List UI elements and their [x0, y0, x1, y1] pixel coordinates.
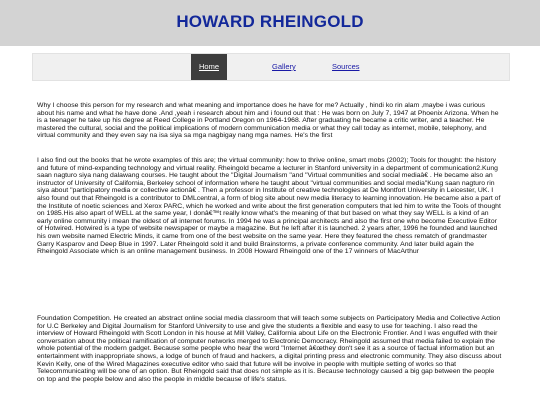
article-section-career: [37, 157, 503, 256]
nav-link-gallery[interactable]: Gallery: [272, 62, 296, 71]
page-title: HOWARD RHEINGOLD: [176, 12, 364, 31]
article-section-interview: [37, 315, 503, 383]
article-section-intro: [37, 102, 503, 140]
paragraph: Why I choose this person for my research and what meaning and importance does he have for me? Actually , hindi ko rin alam ,maybe i was curious about his name and what he have done .And ,yeah i research about him and i found out that : He was born on July 7, 1947 at Phoenix Arizona. When he is a teenager he take up his degree at Reed College in Portland Oregon on 1964-1968. After graduating he became a critic writer, and a teacher. He mastered the cultural, social and the political implications of modern communication media or what they call today as internet, mobile, telephony, and virtual community and they even say na isa siya sa mga nagbigay nang mga names. He's the first: [37, 102, 499, 140]
nav-link-sources[interactable]: Sources: [332, 62, 360, 71]
page-header: [0, 0, 540, 46]
paragraph: Foundation Competition. He created an abstract online social media classroom that will teach some subjects on Participatory Media and Collective Action for U.C Berkeley and Digital Journalism for Stanford University to use and give the students a flexible and easy to use for teaching. I also read the interview of Howard Rheingold with Scott London in his house at Mill Valley, California about Life on the Electronic Frontier. And I was engulfed with their conversation about the political ramification of computer networks merged to Electronic Democracy. Rheingold assumed that media failed to explain the whole potential of the modern gadget. Because some people who hear the word "Internet â€œthey don't see it as a source of factual information but an entertainment with inappropriate shows, a lodge of bunch of fraud and hackers, a digital printing press and electronic community. They also discuss about Kevin Kelly, one of the Wired Magazines executive editor who said that future will be involve in people with multiple setting of works so that Telecommunicating will be one of an option. But Rheingold said that does not simple as it is. Because technology caused a big gap between the people on top and the people below and also the people in middle because of life's status.: [37, 315, 502, 383]
nav-link-home[interactable]: Home: [191, 54, 227, 80]
paragraph: I also find out the books that he wrote examples of this are; the virtual community: how to thrive online, smart mobs (2002); Tools for thought: the history and future of mind-expanding technology and virtual reality. Rheingold became a lecturer in Stanford university in a department of communication2.Kung saan nagturo siya nang dalawang courses. He taught about the "Digital Journalism "and "Virtual communities and social mediaâ€ . He became also an instructor of University of California, Berkeley school of information where he taught about "virtual communities and social media"Kung saan nagturo rin siya about "participatory media or collective actionâ€ . Then a professor in Institute of creative technologies at De Montfort University in Leicester, UK. I also found out that Rheingold is a contributor to DMLcentral, a form of blog site about new media literacy to learning innovation. He became also a part of the Institute of noetic sciences and Xerox PARC, which he worked and write about the first generation computers that led him to write the Tools of thought on 1985.His also apart of WELL at the same year, I donâ€™t really know what's the meaning of that but based on what they say WELL is a kind of an early online community i mean the oldest of all internet forums. In 1994 he was a principal architects and also the first one who become Executive Editor of Hotwired. Hotwired is a type of website newspaper or maybe a magazine. But he left after it is launched. 2 years after, 1996 he founded and launched his own website named Electric Minds, it came from one of the best website on the same year. Here they featured the chess rematch of grandmaster Garry Kasparov and Deep Blue in 1997. Later Rheingold sold it and build Brainstorms, a private conference community. And later build again the Rheingold Associate which is an online management business. In 2008 Howard Rheingold one of the 17 winners of MacArthur: [37, 157, 501, 256]
nav-bar: [32, 53, 510, 81]
